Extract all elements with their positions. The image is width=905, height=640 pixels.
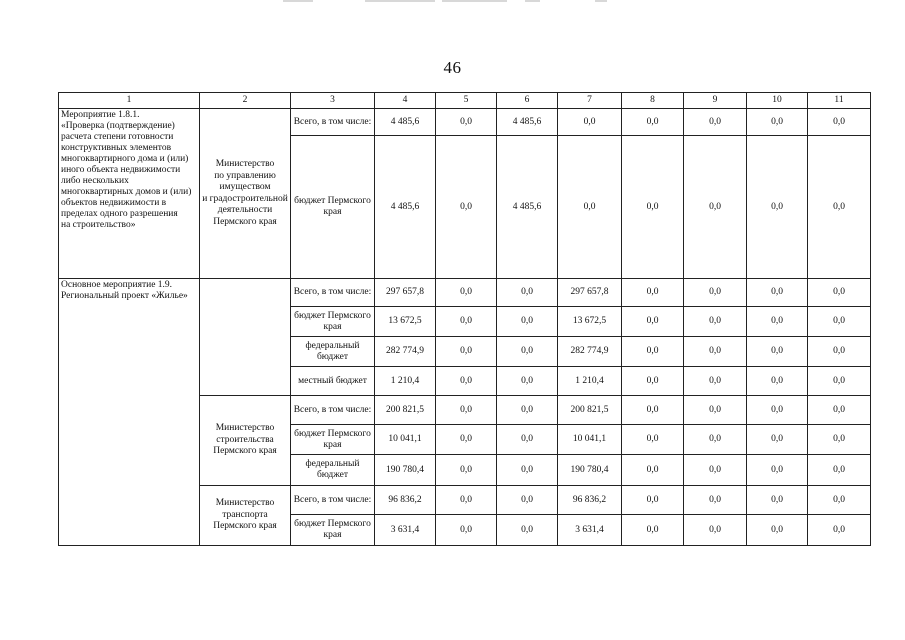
- value-cell: 0,0: [684, 425, 747, 455]
- value-cell: 200 821,5: [375, 396, 436, 425]
- value-cell: 4 485,6: [497, 109, 558, 136]
- value-cell: 0,0: [436, 279, 497, 307]
- value-cell: 0,0: [622, 396, 684, 425]
- value-cell: 0,0: [684, 515, 747, 546]
- value-cell: 0,0: [808, 367, 871, 396]
- column-header: 6: [497, 93, 558, 109]
- value-cell: 96 836,2: [375, 486, 436, 515]
- value-cell: 0,0: [622, 136, 684, 279]
- column-header: 8: [622, 93, 684, 109]
- value-cell: 0,0: [747, 455, 808, 486]
- value-cell: 0,0: [436, 136, 497, 279]
- value-cell: 13 672,5: [375, 307, 436, 337]
- value-cell: 0,0: [497, 486, 558, 515]
- value-cell: 0,0: [622, 455, 684, 486]
- value-cell: 282 774,9: [558, 337, 622, 367]
- value-cell: 0,0: [684, 279, 747, 307]
- funding-source-cell: Всего, в том числе:: [291, 486, 375, 515]
- column-number-row: [59, 93, 871, 109]
- value-cell: 0,0: [622, 515, 684, 546]
- value-cell: 0,0: [684, 109, 747, 136]
- funding-source-cell: местный бюджет: [291, 367, 375, 396]
- value-cell: 0,0: [436, 307, 497, 337]
- value-cell: 297 657,8: [375, 279, 436, 307]
- page-number: 46: [443, 58, 462, 77]
- executor-cell: Министерство строительства Пермского края: [200, 396, 291, 486]
- funding-source-cell: Всего, в том числе:: [291, 396, 375, 425]
- executor-cell: Министерство транспорта Пермского края: [200, 486, 291, 546]
- value-cell: 0,0: [808, 279, 871, 307]
- value-cell: 1 210,4: [375, 367, 436, 396]
- column-header: 1: [59, 93, 200, 109]
- value-cell: 0,0: [497, 515, 558, 546]
- value-cell: 0,0: [747, 337, 808, 367]
- value-cell: 0,0: [436, 425, 497, 455]
- value-cell: 0,0: [684, 367, 747, 396]
- value-cell: 0,0: [436, 396, 497, 425]
- table-row: [59, 109, 871, 136]
- value-cell: 0,0: [558, 136, 622, 279]
- value-cell: 0,0: [684, 396, 747, 425]
- column-header: 10: [747, 93, 808, 109]
- value-cell: 0,0: [684, 136, 747, 279]
- funding-source-cell: бюджет Пермского края: [291, 515, 375, 546]
- value-cell: 4 485,6: [375, 109, 436, 136]
- funding-source-cell: бюджет Пермского края: [291, 425, 375, 455]
- value-cell: 10 041,1: [375, 425, 436, 455]
- value-cell: 0,0: [808, 337, 871, 367]
- value-cell: 0,0: [497, 396, 558, 425]
- value-cell: 0,0: [808, 515, 871, 546]
- value-cell: 10 041,1: [558, 425, 622, 455]
- table-row: [59, 279, 871, 307]
- value-cell: 96 836,2: [558, 486, 622, 515]
- value-cell: 0,0: [747, 307, 808, 337]
- value-cell: 0,0: [808, 396, 871, 425]
- value-cell: 0,0: [622, 486, 684, 515]
- value-cell: 0,0: [497, 279, 558, 307]
- value-cell: 0,0: [747, 515, 808, 546]
- value-cell: 190 780,4: [558, 455, 622, 486]
- value-cell: 0,0: [436, 455, 497, 486]
- executor-cell: [200, 279, 291, 396]
- value-cell: 0,0: [747, 486, 808, 515]
- value-cell: 0,0: [622, 109, 684, 136]
- value-cell: 4 485,6: [497, 136, 558, 279]
- funding-source-cell: федеральный бюджет: [291, 455, 375, 486]
- value-cell: 0,0: [747, 109, 808, 136]
- column-header: 7: [558, 93, 622, 109]
- value-cell: 0,0: [436, 486, 497, 515]
- value-cell: 0,0: [497, 455, 558, 486]
- column-header: 5: [436, 93, 497, 109]
- value-cell: 0,0: [808, 109, 871, 136]
- value-cell: 0,0: [622, 279, 684, 307]
- value-cell: 0,0: [684, 307, 747, 337]
- budget-table: [58, 92, 871, 546]
- executor-cell: Министерство по управлению имуществом и градостроительной деятельности Пермского края: [200, 109, 291, 279]
- value-cell: 0,0: [622, 337, 684, 367]
- value-cell: 0,0: [622, 307, 684, 337]
- value-cell: 0,0: [436, 367, 497, 396]
- column-header: 3: [291, 93, 375, 109]
- value-cell: 0,0: [436, 337, 497, 367]
- value-cell: 0,0: [808, 136, 871, 279]
- value-cell: 0,0: [497, 425, 558, 455]
- funding-source-cell: Всего, в том числе:: [291, 109, 375, 136]
- funding-source-cell: федеральный бюджет: [291, 337, 375, 367]
- value-cell: 4 485,6: [375, 136, 436, 279]
- value-cell: 13 672,5: [558, 307, 622, 337]
- value-cell: 3 631,4: [558, 515, 622, 546]
- value-cell: 0,0: [622, 367, 684, 396]
- value-cell: 200 821,5: [558, 396, 622, 425]
- funding-source-cell: бюджет Пермского края: [291, 307, 375, 337]
- value-cell: 0,0: [808, 486, 871, 515]
- column-header: 2: [200, 93, 291, 109]
- value-cell: 0,0: [622, 425, 684, 455]
- column-header: 4: [375, 93, 436, 109]
- value-cell: 0,0: [747, 136, 808, 279]
- value-cell: 0,0: [436, 515, 497, 546]
- value-cell: 0,0: [684, 337, 747, 367]
- funding-source-cell: бюджет Пермского края: [291, 136, 375, 279]
- value-cell: 0,0: [747, 279, 808, 307]
- measure-name-cell: Основное мероприятие 1.9. Региональный проект «Жилье»: [59, 279, 200, 546]
- value-cell: 0,0: [497, 337, 558, 367]
- funding-source-cell: Всего, в том числе:: [291, 279, 375, 307]
- value-cell: 0,0: [808, 455, 871, 486]
- value-cell: 0,0: [808, 307, 871, 337]
- value-cell: 0,0: [436, 109, 497, 136]
- value-cell: 297 657,8: [558, 279, 622, 307]
- value-cell: 0,0: [747, 367, 808, 396]
- value-cell: 0,0: [558, 109, 622, 136]
- value-cell: 0,0: [497, 307, 558, 337]
- value-cell: 0,0: [684, 486, 747, 515]
- value-cell: 0,0: [684, 455, 747, 486]
- value-cell: 3 631,4: [375, 515, 436, 546]
- value-cell: 0,0: [747, 425, 808, 455]
- value-cell: 190 780,4: [375, 455, 436, 486]
- value-cell: 0,0: [747, 396, 808, 425]
- value-cell: 282 774,9: [375, 337, 436, 367]
- value-cell: 0,0: [808, 425, 871, 455]
- scan-edge-marks: [0, 0, 905, 6]
- column-header: 11: [808, 93, 871, 109]
- measure-name-cell: Мероприятие 1.8.1. «Проверка (подтверждение) расчета степени готовности конструктивных элементов многоквартирного дома и (или) иного объекта недвижимости либо нескольких многоквартирных домов и (или) объектов недвижимости в пределах одного разрешения на строительство»: [59, 109, 200, 279]
- column-header: 9: [684, 93, 747, 109]
- value-cell: 0,0: [497, 367, 558, 396]
- value-cell: 1 210,4: [558, 367, 622, 396]
